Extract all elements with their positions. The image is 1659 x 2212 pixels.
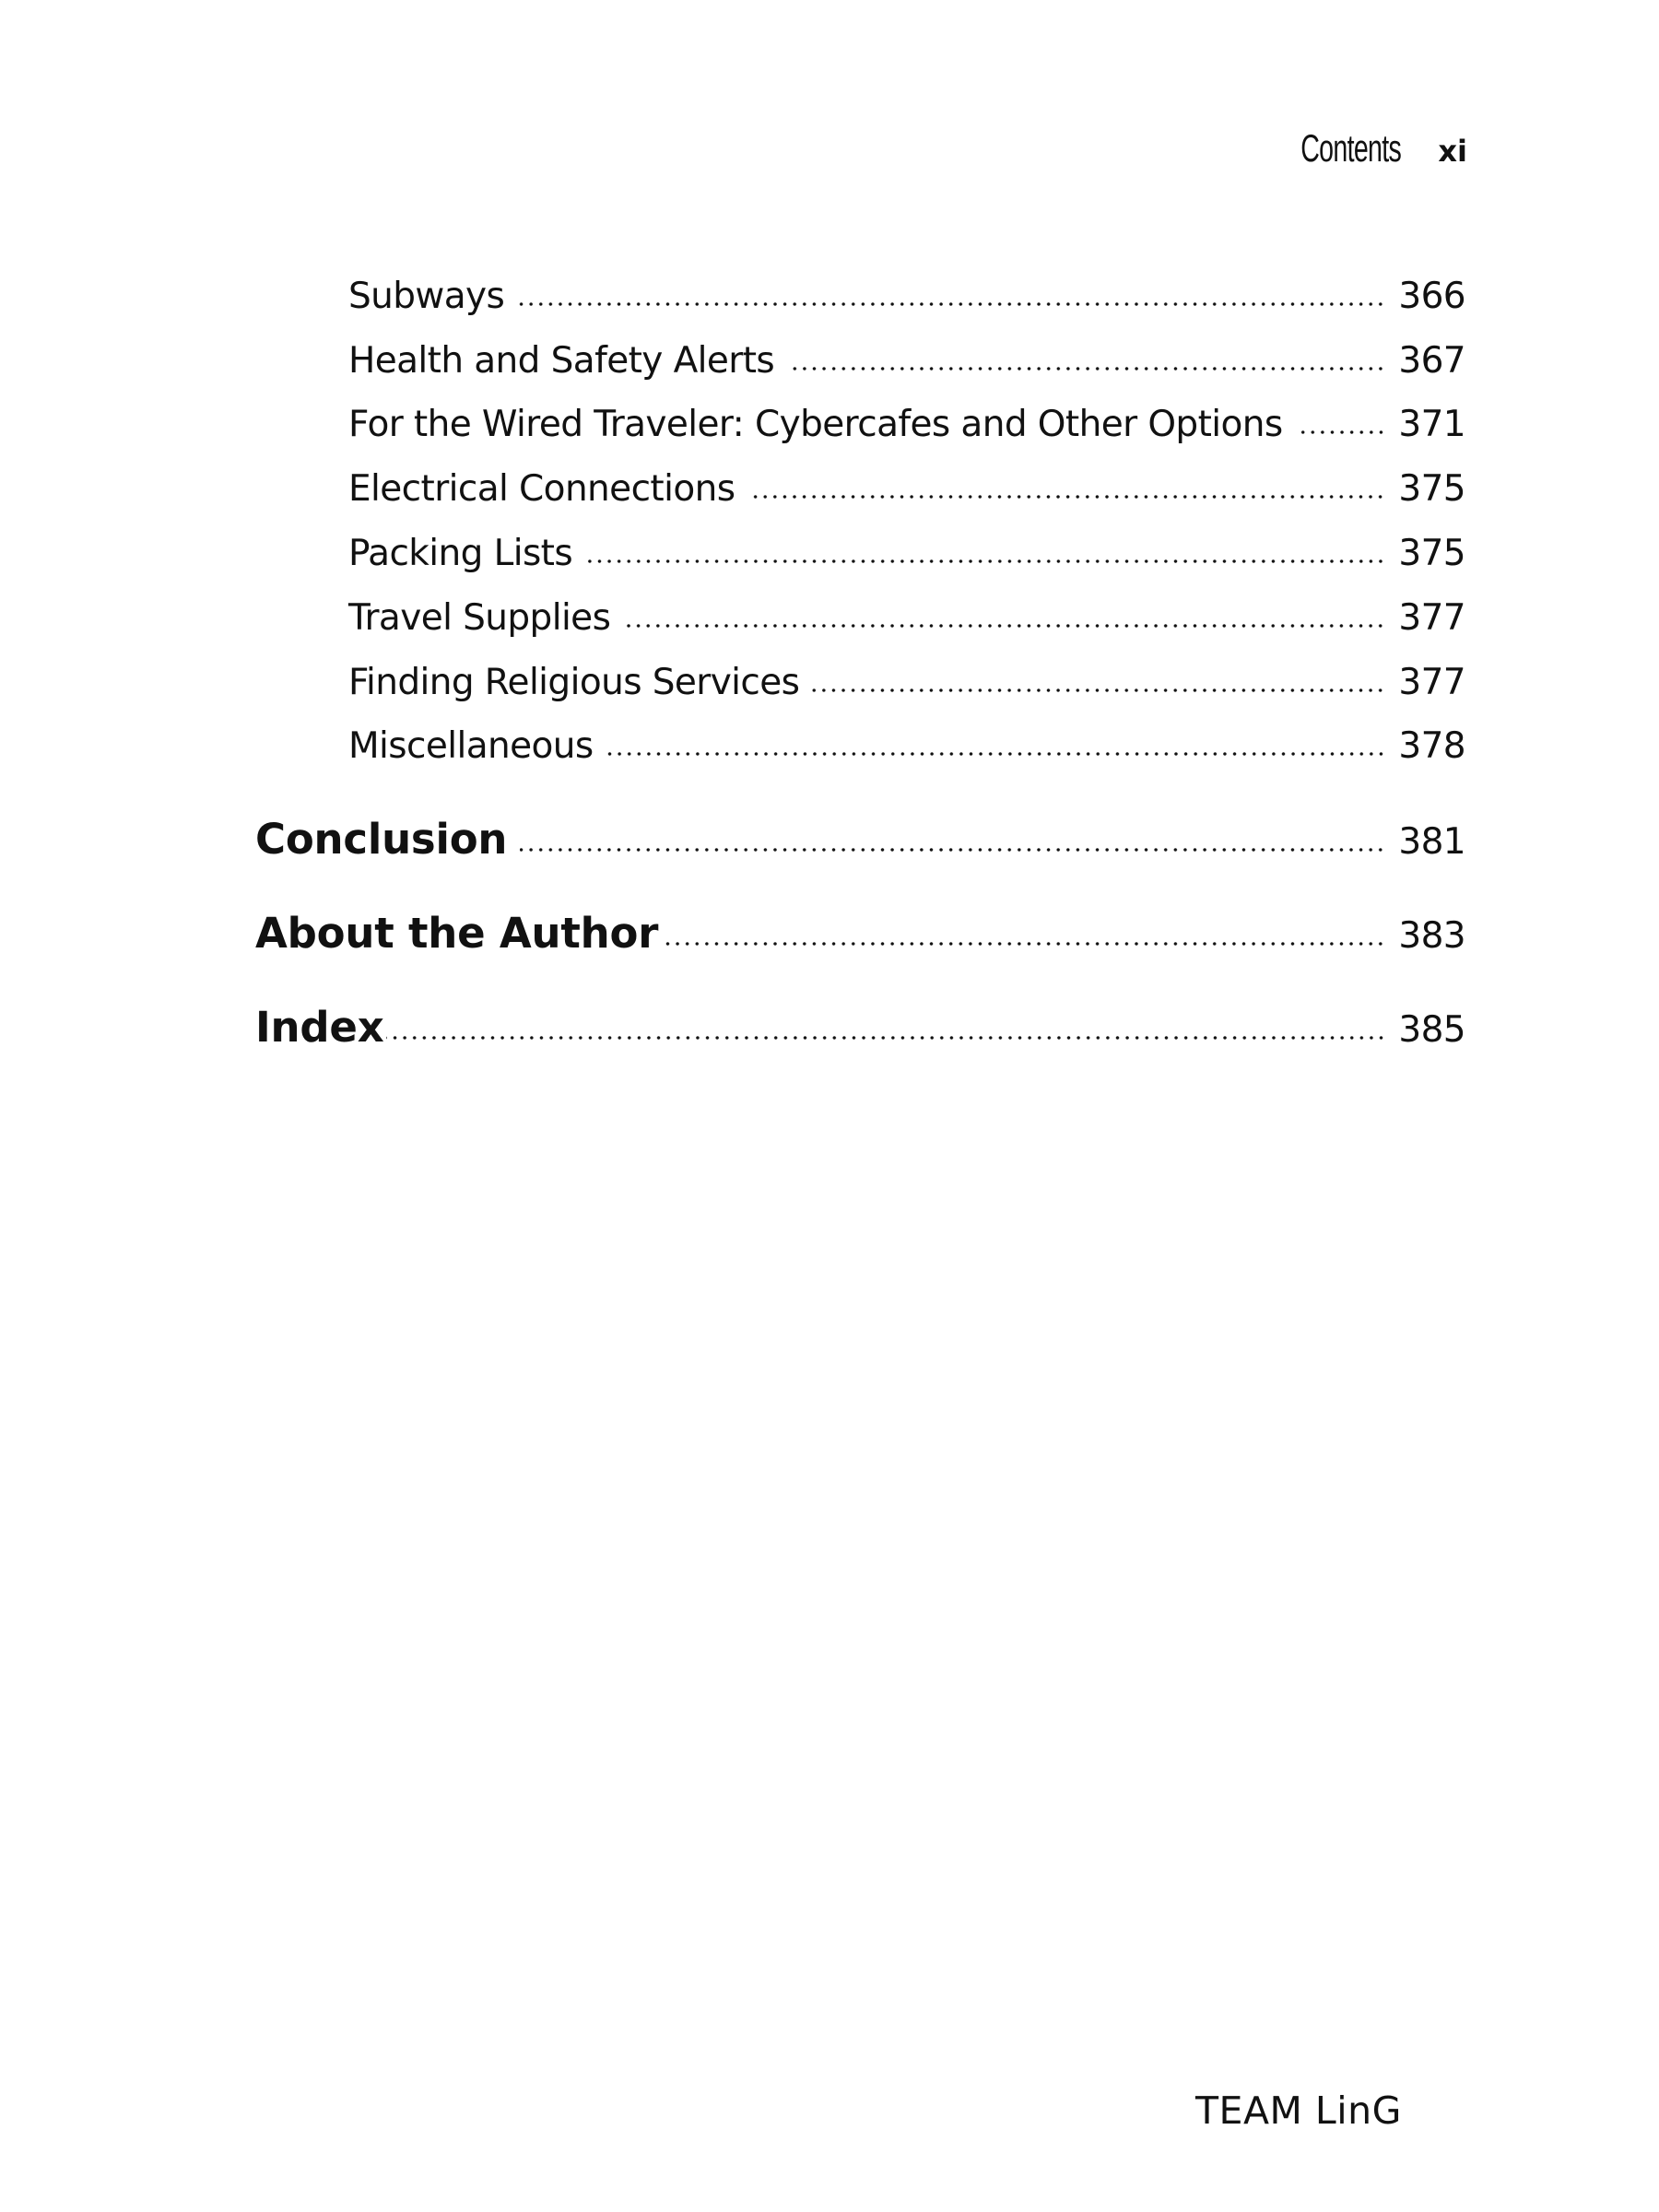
toc-entry-electrical-connections[interactable]	[348, 468, 1465, 510]
toc-entry-finding-religious-services[interactable]	[348, 662, 1465, 703]
toc-entry-title: Miscellaneous	[348, 725, 594, 767]
dot-leader	[787, 365, 1385, 372]
toc-entry-subways[interactable]	[348, 276, 1465, 317]
toc-entry-title: Conclusion	[255, 815, 508, 864]
toc-entry-page: 367	[1398, 340, 1465, 382]
dot-leader	[747, 493, 1385, 500]
toc-entry-title: Health and Safety Alerts	[348, 340, 775, 382]
toc-entry-page: 377	[1398, 597, 1465, 639]
toc-entry-health-and-safety-alerts[interactable]	[348, 340, 1465, 382]
toc-entry-page: 375	[1398, 468, 1465, 510]
toc-entry-title: For the Wired Traveler: Cybercafes and Other Options	[348, 404, 1283, 445]
toc-entry-miscellaneous[interactable]	[348, 725, 1465, 767]
toc-entry-title: Packing Lists	[348, 533, 573, 574]
toc-entry-title: Index	[255, 1003, 384, 1052]
toc-entry-conclusion[interactable]	[255, 815, 1465, 864]
running-header-title: Contents	[1300, 126, 1402, 170]
toc-entry-title: Travel Supplies	[348, 597, 611, 639]
dot-leader	[623, 622, 1385, 629]
dot-leader	[585, 558, 1385, 565]
toc-entry-title: Subways	[348, 276, 505, 317]
toc-entry-title: Finding Religious Services	[348, 662, 800, 703]
toc-entry-page: 377	[1398, 662, 1465, 703]
dot-leader	[517, 300, 1385, 308]
dot-leader	[520, 846, 1385, 853]
toc-entry-page: 385	[1398, 1009, 1465, 1051]
dot-leader	[660, 940, 1385, 947]
toc-entry-packing-lists[interactable]	[348, 533, 1465, 574]
toc-entry-title: Electrical Connections	[348, 468, 735, 510]
footer-watermark-text: TEAM LinG	[1195, 2088, 1402, 2133]
dot-leader	[386, 1034, 1386, 1041]
dot-leader	[812, 687, 1385, 694]
toc-entry-page: 383	[1398, 915, 1465, 957]
toc-entry-page: 366	[1398, 276, 1465, 317]
toc-entry-about-the-author[interactable]	[255, 909, 1465, 958]
toc-entry-page: 371	[1398, 404, 1465, 445]
toc-entry-title: About the Author	[255, 909, 659, 958]
dot-leader	[1296, 429, 1386, 436]
dot-leader	[606, 750, 1386, 758]
toc-entry-page: 378	[1398, 725, 1465, 767]
toc-entry-travel-supplies[interactable]	[348, 597, 1465, 639]
toc-entry-page: 381	[1398, 821, 1465, 863]
running-header-page-number: xi	[1438, 134, 1467, 169]
toc-entry-index[interactable]	[255, 1003, 1465, 1052]
toc-entry-page: 375	[1398, 533, 1465, 574]
toc-entry-wired-traveler[interactable]	[348, 404, 1465, 445]
